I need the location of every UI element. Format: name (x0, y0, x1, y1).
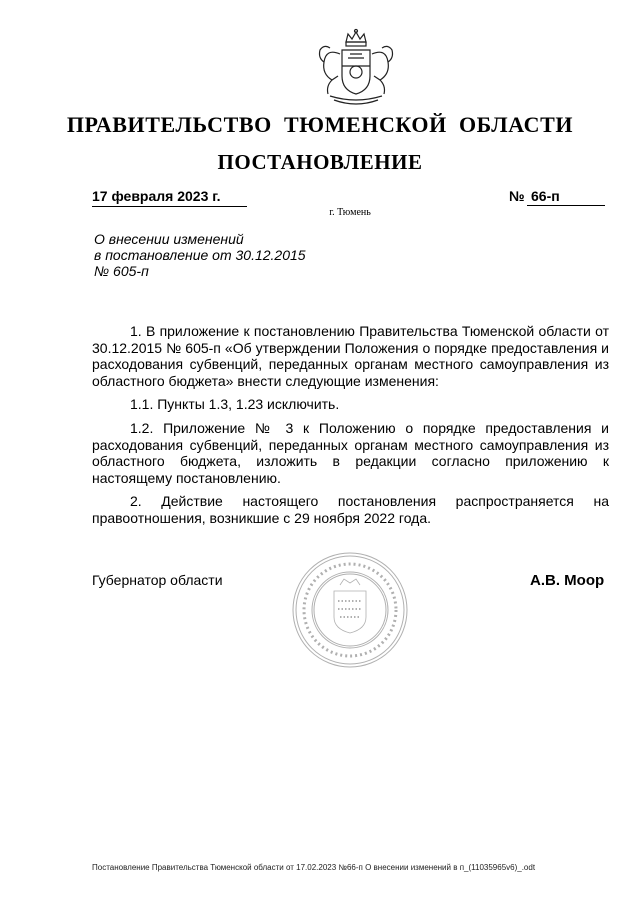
document-footer: Постановление Правительства Тюменской области от 17.02.2023 №66-п О внесении изменений в п_(11035965v6)_.odt (92, 863, 536, 872)
city: г. Тюмень (329, 207, 371, 218)
subject-line: О внесении изменений (94, 231, 244, 247)
document-number-block (509, 188, 605, 206)
signatory-position: Губернатор области (92, 572, 223, 588)
document-type: ПОСТАНОВЛЕНИЕ (217, 150, 423, 174)
government-title: ПРАВИТЕЛЬСТВО ТЮМЕНСКОЙ ОБЛАСТИ (66, 112, 574, 137)
signatory-name: А.В. Моор (530, 572, 605, 589)
paragraph-1: 1. В приложение к постановлению Правительства Тюменской области от 30.12.2015 № 605-п «Об утверждении Положения о порядке предоставления и расходования субвенций, переданных органам местного самоуправления из областного бюджета» внести следующие изменения: (92, 323, 609, 389)
coat-of-arms-icon (312, 28, 400, 110)
paragraph-1-1: 1.1. Пункты 1.3, 1.23 исключить. (130, 396, 340, 413)
document-number: 66-п (527, 188, 605, 206)
number-sign: № (509, 188, 525, 204)
subject-line: № 605-п (94, 263, 149, 279)
subject-line: в постановление от 30.12.2015 (94, 247, 306, 263)
official-seal-icon (290, 551, 410, 669)
document-body (92, 323, 609, 534)
document-subject (94, 231, 354, 279)
document-date: 17 февраля 2023 г. (92, 188, 247, 207)
paragraph-2: 2. Действие настоящего постановления распространяется на правоотношения, возникшие с 29 ноября 2022 года. (92, 493, 609, 526)
paragraph-1-2: 1.2. Приложение № 3 к Положению о порядке предоставления и расходования субвенций, переданных органам местного самоуправления из областного бюджета, изложить в редакции согласно приложению к настоящему постановлению. (92, 419, 609, 486)
